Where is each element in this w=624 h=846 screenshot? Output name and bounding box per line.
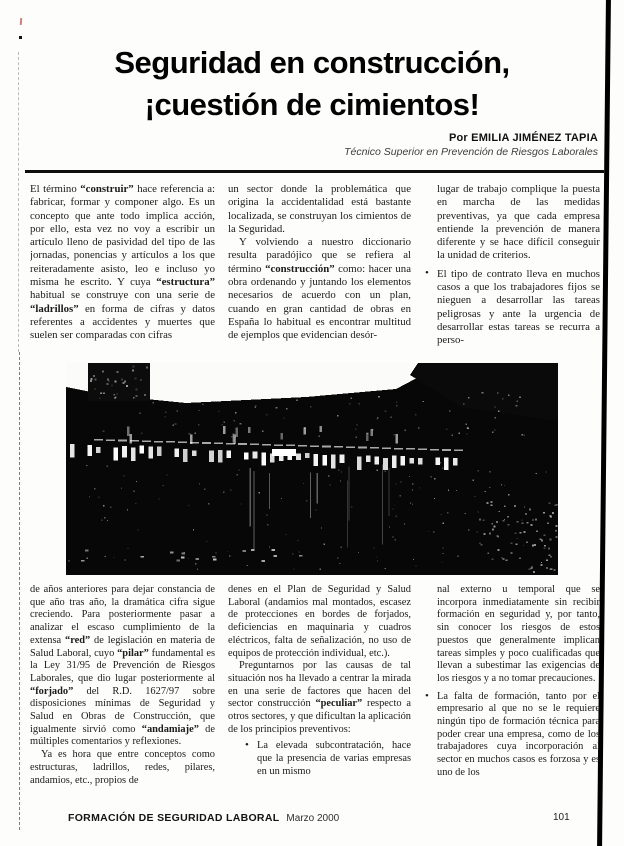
article-title: [42, 42, 582, 126]
paragraph: El término “construir” hace referencia a: fabricar, formar y componer algo. Es un concepto que ante todo implica acción, por ello, esta vez no voy a escribir un artículo lleno de pasividad del tipo de las jornadas, ponencias y artículos a los que reiteradamente asisto, leo e incluso yo misma he escrito. Y cuya “estructura” habitual se construye con una serie de “ladrillos” en forma de cifras y datos referentes a accidentes y muertes que suelen ser comparadas con cifras: [30, 183, 215, 342]
left-margin-scan-line: [18, 52, 19, 352]
list-item: • La elevada subcontratación, hace que la presencia de varias empresas en un mismo: [245, 739, 411, 777]
paragraph: de años anteriores para dejar constancia de que año tras año, la dramática cifra sigue creciendo. Para posteriormente pasar a analizar el escaso cumplimiento de la extensa “red” de legislación en materia de Salud Laboral, cuyo “pilar” fundamental es la Ley 31/95 de Prevención de Riesgos Laborales, que dio lugar posteriormente al “forjado” del R.D. 1627/97 sobre disposiciones mínimas de Seguridad y Salud en Obras de Construcción, que igualmente sirvió como “andamiaje” de múltiples comentarios y reflexiones.: [30, 584, 215, 748]
header-divider: [25, 170, 604, 173]
ink-speck: [19, 36, 22, 39]
paragraph: Y volviendo a nuestro diccionario resulta paradójico que se refiera al término “construcción” como: hacer una obra ordenando y juntando los elementos necesarios de acuerdo con un plan, cuando en gran cantidad de obras en España lo habitual es encontrar multitud de ejemplos que evidencian desór-: [228, 236, 411, 342]
paragraph: denes en el Plan de Seguridad y Salud Laboral (andamios mal montados, escasez de protecciones en bordes de forjados, deficiencias en maquinaria y cuadros eléctricos, falta de señalización, no uso de equipos de protección individual, etc.).: [228, 584, 411, 659]
paragraph: nal externo u temporal que se incorpora inmediatamente sin recibir formación en seguridad y, por tanto, sin conocer los riesgos de estos puestos que generalmente implican tareas simples y poco cualificadas que llevan a subestimar las exigencias de los riesgos y a no tomar precauciones.: [437, 584, 600, 684]
paragraph: un sector donde la problemática que origina la accidentalidad está bastante localizada, se construyan los cimientos de la Seguridad.: [228, 183, 411, 235]
bottom-text-block: [30, 584, 604, 810]
issue-date: Marzo 2000: [286, 813, 340, 824]
article-title-line1: Seguridad en construcción,: [114, 45, 510, 80]
bullet-icon: •: [425, 266, 429, 279]
list-item: • El tipo de contrato lleva en muchos casos a que los trabajadores fijos se nieguen a desarrollar las tareas peligrosas y ante la urgencia de desarrollar estas tareas se recurra a perso-: [425, 266, 600, 347]
paragraph: lugar de trabajo complique la puesta en marcha de las medidas preventivas, ya que cada empresa entiende la prevención de manera diferente y se hace difícil conseguir la unidad de criterios.: [437, 183, 600, 262]
paragraph: Ya es hora que entre conceptos como estructuras, ladrillos, redes, pilares, andamios, etc., propios de: [30, 749, 215, 786]
page-footer: [68, 812, 604, 824]
byline: [0, 132, 598, 158]
red-pen-mark: [20, 18, 22, 25]
bullet-icon: •: [245, 739, 249, 752]
text-column-2: [228, 183, 411, 359]
article-title-line2: ¡cuestión de cimientos!: [144, 87, 480, 122]
text-column-1: [30, 183, 215, 359]
top-text-block: [30, 183, 604, 359]
construction-site-photo: [66, 363, 558, 575]
text-column-3: [424, 183, 600, 359]
journal-name: FORMACIÓN DE SEGURIDAD LABORAL: [68, 812, 280, 824]
page-number: 101: [553, 812, 570, 823]
left-margin-scan-line: [19, 352, 20, 830]
list-item: • La falta de formación, tanto por el empresario al que no se le requiere ningún tipo de formación técnica para poder crear una empresa, como de los trabajadores cuya incorporación al sector en muchos casos es forzosa y es uno de los: [425, 689, 600, 778]
construction-site-photo-art: [66, 363, 558, 575]
paragraph: Preguntarnos por las causas de tal situación nos ha llevado a centrar la mirada en una serie de factores que hacen del sector construcción “peculiar” respecto a otros sectores, y que dificultan la aplicación de los principios preventivos:: [228, 660, 411, 735]
author-name: Por EMILIA JIMÉNEZ TAPIA: [448, 132, 598, 144]
text-column-1: [30, 584, 215, 810]
author-role: Técnico Superior en Prevención de Riesgos Laborales: [344, 146, 598, 158]
bullet-icon: •: [425, 689, 429, 702]
text-column-2: [228, 584, 411, 810]
text-column-3: [424, 584, 600, 810]
